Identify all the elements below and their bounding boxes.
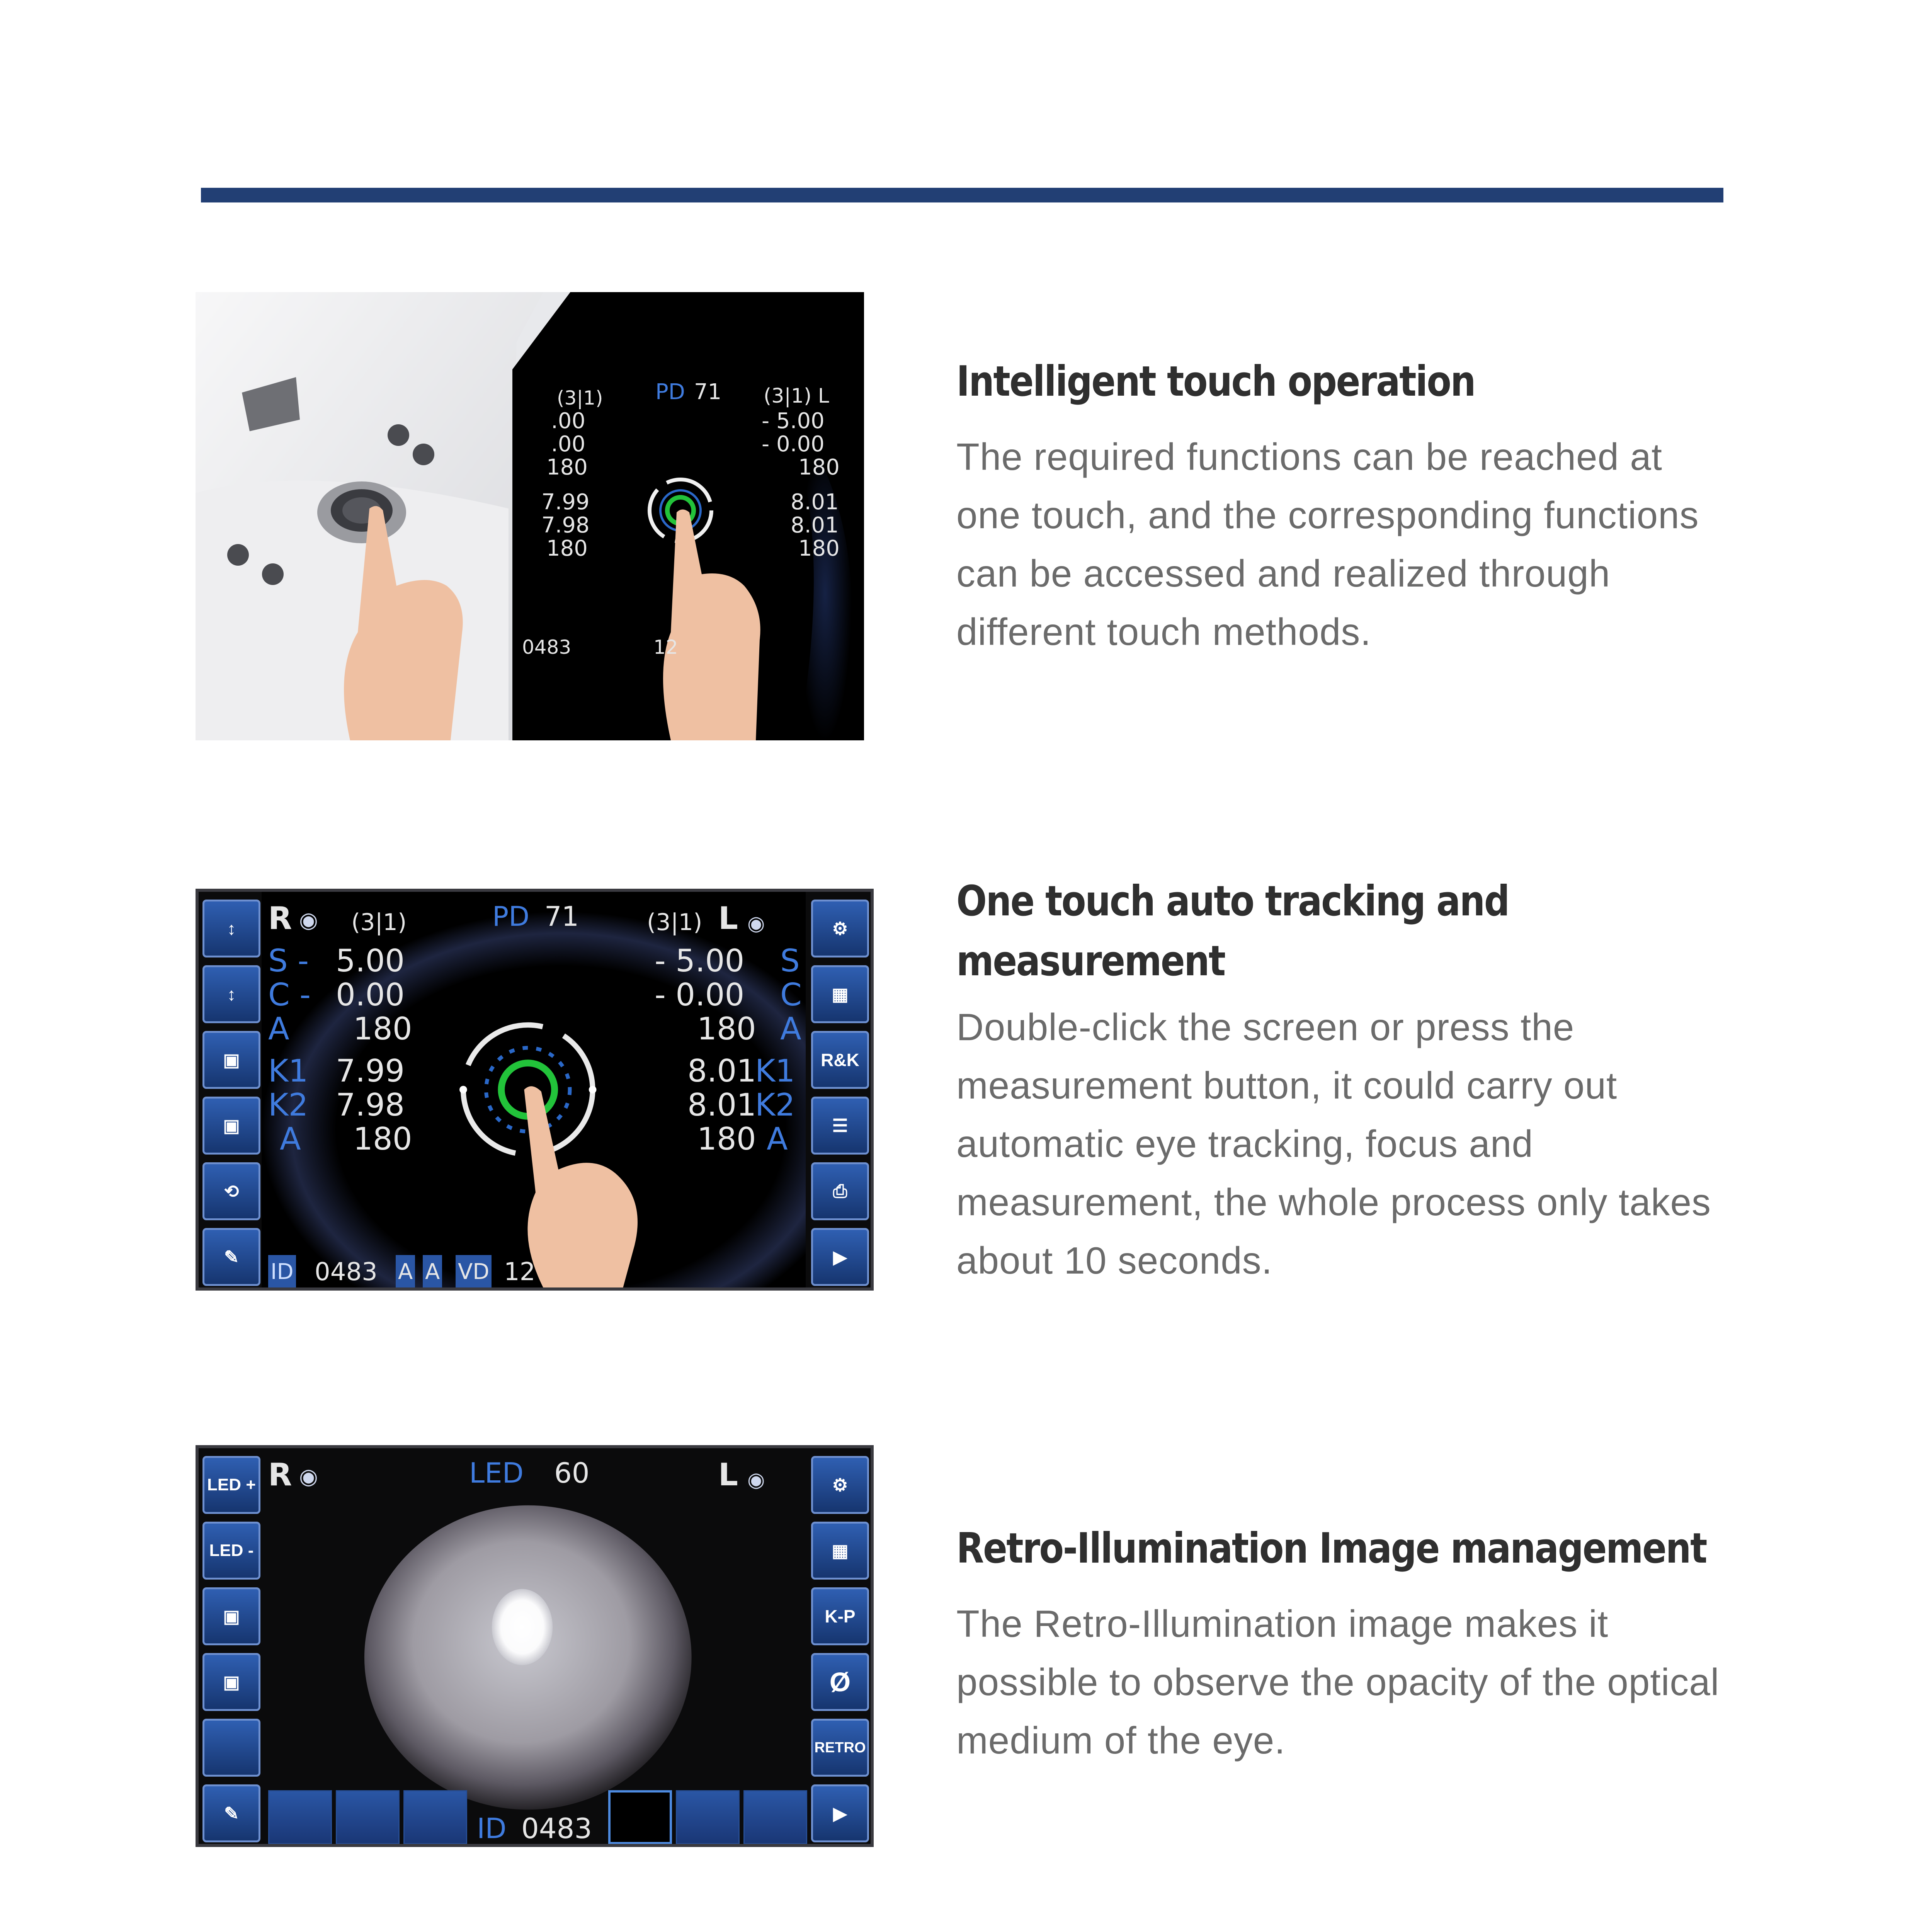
thumbnail-slot[interactable] <box>743 1790 807 1844</box>
photo-right-value: - 5.00 <box>762 408 825 434</box>
thumbnail-slot-selected[interactable] <box>608 1790 672 1844</box>
pd-value: 71 <box>544 901 579 932</box>
id-label: ID <box>477 1812 507 1845</box>
thumbnail-slot[interactable] <box>336 1790 400 1844</box>
vd-value: 12 <box>504 1258 536 1286</box>
tracking-down-button[interactable]: ↕ <box>202 965 260 1023</box>
feature-retro-illumination <box>956 1519 1737 1770</box>
led-increase-button[interactable]: LED + <box>202 1456 260 1514</box>
id-value: 0483 <box>315 1258 378 1286</box>
id-value: 0483 <box>521 1812 592 1845</box>
photo-right-value: 180 <box>798 536 840 561</box>
retro-graphic <box>199 1448 871 1844</box>
measure-value: 7.98 <box>336 1087 405 1123</box>
eye-right-label: R <box>268 900 292 936</box>
list-button[interactable]: ☰ <box>811 1097 869 1155</box>
thumbnail-slot[interactable] <box>403 1790 467 1844</box>
monitor-button[interactable]: ▣ <box>202 1587 260 1645</box>
mode-right-label: (3|1) <box>351 909 407 936</box>
feature-title: One touch auto tracking and measurement <box>956 877 1509 985</box>
eye-left-icon: ◉ <box>747 912 765 935</box>
start-button[interactable]: ▶ <box>811 1228 869 1286</box>
photo-right-value: 8.01 <box>791 490 839 515</box>
top-divider <box>201 188 1723 202</box>
start-button[interactable]: ▶ <box>811 1784 869 1842</box>
touch-operation-photo <box>196 292 864 740</box>
photo-left-frag: 7.98 <box>541 513 590 538</box>
retro-illumination-screen <box>196 1445 874 1847</box>
photo-left-frag: .00 <box>551 432 586 457</box>
auto-manual-button[interactable]: ⟲ <box>202 1162 260 1220</box>
photo-pd-value: 71 <box>694 379 722 405</box>
led-label: LED <box>469 1457 524 1489</box>
erase-button[interactable]: ✎ <box>202 1228 260 1286</box>
measure-value: 0.00 <box>336 977 405 1013</box>
monitor-alt-button[interactable]: ▣ <box>202 1097 260 1155</box>
settings-button[interactable]: ⚙ <box>811 900 869 957</box>
measure-value: 5.00 <box>336 943 405 979</box>
feature-title: Retro-Illumination Image management <box>956 1524 1706 1573</box>
device-illustration <box>196 292 864 740</box>
pd-label: PD <box>492 901 530 932</box>
led-value: 60 <box>554 1457 590 1489</box>
mode-left-label: (3|1) <box>647 909 703 936</box>
measure-label: C - <box>268 977 311 1013</box>
led-decrease-button[interactable]: LED - <box>202 1522 260 1580</box>
measure-label: K2 <box>268 1087 308 1123</box>
photo-bottom-id: 0483 <box>522 636 572 658</box>
settings-button[interactable]: ⚙ <box>811 1456 869 1514</box>
photo-right-value: - 0.00 <box>762 432 825 457</box>
measure-label: A <box>280 1121 301 1157</box>
measure-label: K1 <box>755 1053 795 1089</box>
photo-right-value: 8.01 <box>791 513 839 538</box>
thumbnail-slot[interactable] <box>268 1790 332 1844</box>
measure-value: 8.01 <box>687 1053 757 1089</box>
photo-bottom-vd: 12 <box>653 636 678 658</box>
photo-left-frag: 7.99 <box>541 490 590 515</box>
blank-button[interactable] <box>202 1719 260 1777</box>
measure-value: 8.01 <box>687 1087 757 1123</box>
monitor-alt-button[interactable]: ▣ <box>202 1653 260 1711</box>
grid-button[interactable]: ▦ <box>811 965 869 1023</box>
grid-button[interactable]: ▦ <box>811 1522 869 1580</box>
feature-body: Double-click the screen or press the measurement button, it could carry out automatic eye tracking, focus and measurement, the whole process only takes about 10 seconds. <box>956 1006 1711 1282</box>
a-badge: A <box>423 1255 442 1289</box>
eye-right-icon: ◉ <box>299 908 318 933</box>
measure-label: A <box>780 1011 801 1047</box>
measure-value: 7.99 <box>336 1053 405 1089</box>
measure-label: K1 <box>268 1053 308 1089</box>
tracking-up-button[interactable]: ↕ <box>202 900 260 957</box>
measure-value: 180 <box>353 1121 412 1157</box>
measure-label: A <box>268 1011 289 1047</box>
eye-left-label: L <box>718 1457 738 1493</box>
measure-label: K2 <box>755 1087 795 1123</box>
measure-label: C <box>780 977 802 1013</box>
id-badge: ID <box>268 1255 296 1289</box>
photo-right-header: (3|1) L <box>764 384 829 408</box>
eye-left-icon: ◉ <box>747 1468 765 1492</box>
measure-label: S - <box>268 943 309 979</box>
eye-right-label: R <box>268 1457 292 1493</box>
photo-left-frag: .00 <box>551 408 586 434</box>
measure-value: - 5.00 <box>655 943 745 979</box>
retro-button[interactable]: RETRO <box>811 1719 869 1777</box>
monitor-button[interactable]: ▣ <box>202 1031 260 1089</box>
kp-button[interactable]: K-P <box>811 1587 869 1645</box>
eye-right-icon: ◉ <box>299 1464 318 1489</box>
photo-pd-label: PD <box>655 379 685 405</box>
r-and-k-button[interactable]: R&K <box>811 1031 869 1089</box>
measure-label: S <box>780 943 800 979</box>
thumbnail-slot[interactable] <box>676 1790 740 1844</box>
photo-left-frag: 180 <box>546 536 588 561</box>
measure-label: A <box>767 1121 788 1157</box>
measure-value: 180 <box>697 1121 756 1157</box>
print-button[interactable]: ⎙ <box>811 1162 869 1220</box>
measure-value: - 0.00 <box>655 977 745 1013</box>
photo-left-frag: (3|1) <box>557 387 603 409</box>
measurement-screen <box>196 889 874 1291</box>
erase-button[interactable]: ✎ <box>202 1784 260 1842</box>
feature-body: The Retro-Illumination image makes it possible to observe the opacity of the optical medium of the eye. <box>956 1602 1720 1762</box>
feature-intelligent-touch <box>956 352 1737 661</box>
vd-badge: VD <box>456 1255 492 1289</box>
feature-auto-tracking <box>956 871 1737 1290</box>
photo-right-value: 180 <box>798 455 840 480</box>
photo-left-frag: 180 <box>546 455 588 480</box>
diameter-button[interactable]: Ø <box>811 1653 869 1711</box>
eye-left-label: L <box>718 900 738 936</box>
measure-value: 180 <box>353 1011 412 1047</box>
feature-title: Intelligent touch operation <box>956 357 1475 406</box>
measure-value: 180 <box>697 1011 756 1047</box>
feature-body: The required functions can be reached at one touch, and the corresponding functions can be accessed and realized through different touch methods. <box>956 435 1699 653</box>
a-badge: A <box>396 1255 415 1289</box>
